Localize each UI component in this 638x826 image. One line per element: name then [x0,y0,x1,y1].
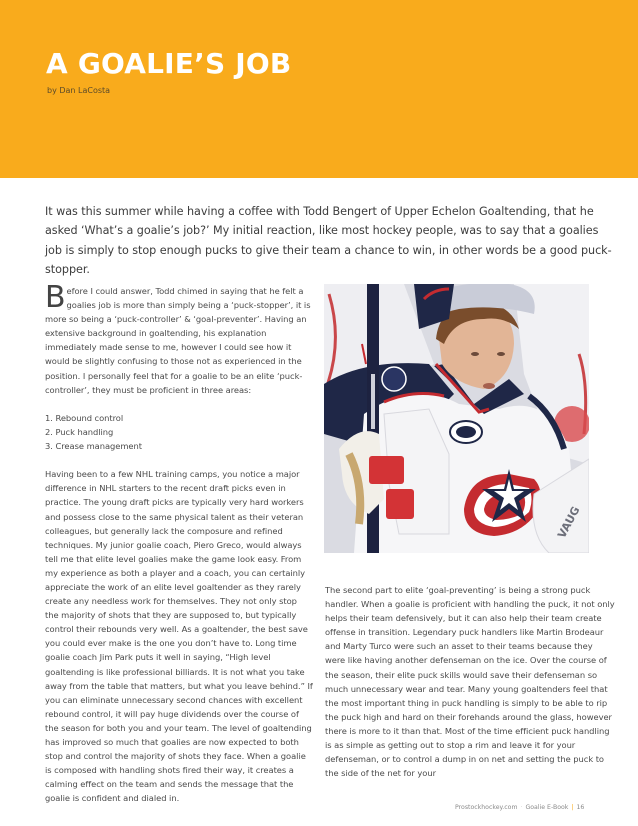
right-column-paragraph: The second part to elite ‘goal-preventing’ is being a strong puck handler. When a goalie is proficient with handling the puck, it not only helps their team defensively, but it can also help their team create offense in transition. Legendary puck handlers like Martin Brodeaur and Marty Turco were such an asset to their teams because they were like having another defenseman on the ice. Over the course of the season, their elite puck skills would save their defenseman so much unnecessary wear and tear. Many young goaltenders feel that the most important thing in puck handling is simply to be able to rip the puck high and hard on their forehands around the glass, however there is more to it than that. Most of the time efficient puck handling is as simple as getting out to stop a rim and leave it for your defenseman, or to control a dump in on net and setting the puck to the side of the net for your [325,585,615,779]
lead-paragraph: It was this summer while having a coffee with Todd Bengert of Upper Echelon Goaltending, that he asked ‘What’s a goalie’s job?’ My initial reaction, like most hockey people, was to say that a goalies job is simply to stop enough pucks to give their team a chance to win, in other words be a good puck-stopper. [45,205,612,276]
body-paragraph: Having been to a few NHL training camps, you notice a major difference in NHL starters to the recent draft picks even in practice. The young draft picks are typically very hard workers and possess close to the same physical talent as their veteran colleagues, but generally lack the composure and refined techniques. My junior goalie coach, Piero Greco, would always tell me that elite level goalies make the game look easy. From my experience as both a player and a coach, you can certainly appreciate the work of an elite level goaltender as they rarely create any needless work for themselves. They not only stop the majority of shots that they are supposed to, but typically control their rebounds very well. As a goaltender, the best save you could ever make is the one you don’t have to. Long time goalie coach Jim Park puts it well in saying, “High level goaltending is like professional billiards. It is not what you take away from the table that matters, but what you leave behind.” If you can eliminate unnecessary second chances with excellent rebound control, it will pay huge dividends over the course of the season for both you and your team. The level of goaltending has improved so much that goalies are now expected to both stop and control the majority of shots they face. When a goalie is composed with handling shots fired their way, it creates a calming effect on the team and sends the message that the goalie is confident and dialed in. [45,469,313,804]
page-footer [455,803,635,813]
header-banner [0,0,638,178]
intro-text: efore I could answer, Todd chimed in saying that he felt a goalies job is more than simply being a ‘puck-stopper’, it is more so being a ‘puck-controller’ & ‘goal-preventer’. Having an extensive background in goaltending, his explanation immediately made sense to me, however I could see how it would be slightly confusing to those not as experienced in the position. I personally feel that for a goalie to be an elite ‘puck-controller’, they must be proficient in three areas: [45,286,311,395]
footer-site: Prostockhockey.com [455,804,518,811]
goalie-photo-illustration [324,284,589,553]
footer-separator: · [520,804,523,811]
list-item: 2. Puck handling [45,426,114,437]
left-column [45,280,313,805]
page-title: A GOALIE’S JOB [46,47,292,80]
footer-publication: Goalie E-Book [525,804,569,811]
areas-list [45,411,313,453]
list-item: 3. Crease management [45,441,142,452]
goalie-photo [324,284,589,553]
footer-bar: | [571,804,574,811]
list-item: 1. Rebound control [45,412,124,423]
intro-paragraph [45,280,313,397]
svg-text:VAUG: VAUG [555,504,583,541]
byline: by Dan LaCosta [47,86,111,95]
page-number: 16 [576,804,585,811]
drop-cap: B [45,280,66,315]
